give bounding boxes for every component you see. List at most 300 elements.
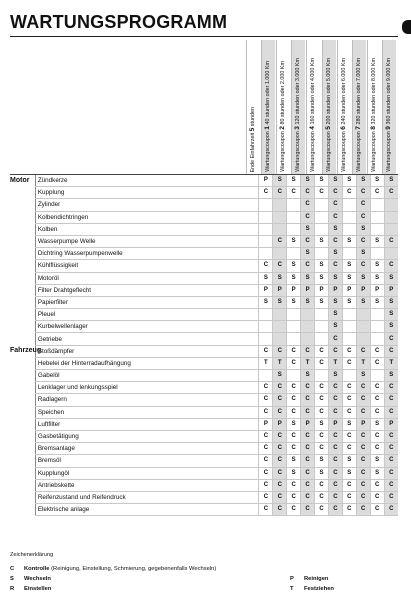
column-header [261,40,275,174]
maintenance-cell: C [370,491,384,503]
maintenance-cell: P [259,418,273,430]
table-row [10,272,398,284]
legend-title: Zeichenerklärung [10,552,54,558]
maintenance-cell: P [273,418,287,430]
maintenance-cell: S [259,272,273,284]
maintenance-cell: C [259,394,273,406]
table-row [10,175,398,187]
column-header [322,40,336,174]
item-label: Kupplungöl [35,467,259,479]
maintenance-cell: S [342,296,356,308]
maintenance-cell [384,211,398,223]
maintenance-cell: S [287,455,301,467]
maintenance-cell: S [315,296,329,308]
maintenance-cell [259,370,273,382]
maintenance-cell: C [259,455,273,467]
maintenance-cell: P [342,284,356,296]
maintenance-cell [370,309,384,321]
group-label: Motor [10,175,35,187]
table-row [10,235,398,247]
maintenance-cell: C [342,443,356,455]
maintenance-cell [273,333,287,345]
item-label: Papierfilter [35,296,259,308]
maintenance-cell: C [328,479,342,491]
maintenance-cell: C [356,345,370,357]
maintenance-cell: C [259,406,273,418]
maintenance-cell: S [328,321,342,333]
maintenance-cell [342,309,356,321]
maintenance-cell: S [315,175,329,187]
maintenance-cell: S [287,296,301,308]
maintenance-cell: C [287,443,301,455]
item-label: Dichtring Wasserpumpenwelle [35,248,259,260]
maintenance-cell: C [342,406,356,418]
table-row [10,223,398,235]
maintenance-cell: C [273,345,287,357]
maintenance-cell: C [356,467,370,479]
maintenance-cell [287,248,301,260]
item-label: Bremsanlage [35,443,259,455]
maintenance-cell: C [384,333,398,345]
maintenance-cell: C [273,430,287,442]
maintenance-cell: S [342,175,356,187]
maintenance-cell: P [273,284,287,296]
item-label: Kupplung [35,187,259,199]
maintenance-cell [315,370,329,382]
maintenance-cell: C [315,394,329,406]
maintenance-cell: S [287,260,301,272]
item-label: Reifenzustand und Reifendruck [35,491,259,503]
maintenance-cell: C [259,467,273,479]
maintenance-cell: C [384,187,398,199]
table-row [10,296,398,308]
maintenance-cell [315,223,329,235]
maintenance-cell: S [370,455,384,467]
maintenance-cell: C [356,430,370,442]
maintenance-cell: S [287,467,301,479]
maintenance-cell: P [301,284,315,296]
table-row [10,333,398,345]
maintenance-cell [342,223,356,235]
maintenance-cell: S [287,418,301,430]
maintenance-cell: C [384,260,398,272]
maintenance-cell: S [342,272,356,284]
item-label: Pleuel [35,309,259,321]
maintenance-cell: S [342,467,356,479]
column-header [352,40,366,174]
maintenance-cell: P [356,284,370,296]
maintenance-cell: S [287,175,301,187]
maintenance-cell [356,321,370,333]
maintenance-cell: C [328,491,342,503]
maintenance-cell: C [342,430,356,442]
maintenance-cell: C [273,187,287,199]
maintenance-cell [356,333,370,345]
maintenance-cell: C [287,394,301,406]
group-label: Fahrzeug [10,347,42,355]
maintenance-cell: S [384,321,398,333]
maintenance-cell: C [370,382,384,394]
maintenance-cell: C [301,199,315,211]
maintenance-cell: S [384,296,398,308]
maintenance-cell: S [273,296,287,308]
maintenance-cell: C [356,187,370,199]
maintenance-cell: S [328,309,342,321]
maintenance-cell [342,370,356,382]
table-row [10,211,398,223]
maintenance-cell [259,321,273,333]
maintenance-cell: S [370,272,384,284]
column-header-label: Ende Einfahrzeit 5 stunden [249,106,256,172]
maintenance-cell: C [301,455,315,467]
column-header-label: Wartungscoupon 8 320 stunden oder 8.000 Km [369,58,377,172]
item-label: Stoßdämpfer [35,345,259,357]
maintenance-cell: C [287,345,301,357]
maintenance-cell: C [356,406,370,418]
maintenance-cell: C [259,430,273,442]
maintenance-cell: S [356,370,370,382]
column-header [276,40,290,174]
maintenance-cell: C [370,504,384,516]
maintenance-cell: C [384,443,398,455]
maintenance-cell: C [273,382,287,394]
maintenance-cell: C [356,455,370,467]
maintenance-cell: C [328,382,342,394]
table-row [10,260,398,272]
maintenance-cell: C [342,504,356,516]
maintenance-cell: C [342,345,356,357]
table-row [10,467,398,479]
table-row [10,382,398,394]
maintenance-cell: C [328,443,342,455]
legend-item-p: P Reinigen [290,576,329,582]
column-header [382,40,396,174]
maintenance-cell: C [273,504,287,516]
maintenance-cell [259,211,273,223]
maintenance-cell [259,235,273,247]
maintenance-cell: P [301,418,315,430]
table-row [10,345,398,357]
maintenance-cell: C [315,382,329,394]
item-label: Kolbendichtringen [35,211,259,223]
maintenance-cell [287,370,301,382]
maintenance-cell: T [301,357,315,369]
title-rule [10,36,398,37]
maintenance-cell: C [301,406,315,418]
maintenance-cell: C [342,382,356,394]
maintenance-cell: C [287,479,301,491]
maintenance-cell: C [273,394,287,406]
item-label: Gabelöl [35,370,259,382]
maintenance-cell: S [328,272,342,284]
table-row [10,443,398,455]
maintenance-cell: C [356,479,370,491]
maintenance-cell: S [287,235,301,247]
maintenance-cell [356,309,370,321]
maintenance-cell [370,248,384,260]
maintenance-cell: C [384,467,398,479]
maintenance-cell [384,223,398,235]
maintenance-cell: C [259,260,273,272]
maintenance-cell: S [342,455,356,467]
maintenance-cell [301,321,315,333]
maintenance-cell: C [273,455,287,467]
maintenance-cell [370,370,384,382]
maintenance-cell: S [301,175,315,187]
maintenance-cell: C [328,235,342,247]
maintenance-cell [384,248,398,260]
table-row [10,357,398,369]
page-tab-marker [402,20,411,34]
table-row [10,406,398,418]
maintenance-cell: S [328,223,342,235]
maintenance-cell: C [315,479,329,491]
maintenance-cell: C [315,504,329,516]
maintenance-cell: C [301,260,315,272]
table-row [10,430,398,442]
maintenance-cell: C [301,467,315,479]
maintenance-cell: C [259,345,273,357]
maintenance-cell [384,199,398,211]
maintenance-cell [370,223,384,235]
item-label: Luftfilter [35,418,259,430]
item-label: Radlagern [35,394,259,406]
maintenance-cell: S [315,455,329,467]
maintenance-cell: P [315,284,329,296]
maintenance-cell: T [328,357,342,369]
maintenance-cell: C [301,235,315,247]
column-header [291,40,305,174]
item-label: Antriebskette [35,479,259,491]
maintenance-cell [273,309,287,321]
maintenance-cell: C [328,406,342,418]
maintenance-cell: C [328,504,342,516]
maintenance-cell: C [273,491,287,503]
item-label: Speichen [35,406,259,418]
maintenance-cell: S [384,309,398,321]
maintenance-cell: C [273,479,287,491]
item-label: Kühlflüssigkeit [35,260,259,272]
maintenance-cell: C [370,394,384,406]
maintenance-cell: C [328,430,342,442]
maintenance-cell [315,321,329,333]
maintenance-cell: C [301,479,315,491]
maintenance-cell: S [370,235,384,247]
column-header-label: Wartungscoupon 6 240 stunden oder 6.000 Km [339,58,347,172]
column-header-area [246,40,397,174]
maintenance-cell: C [384,235,398,247]
table-row [10,284,398,296]
maintenance-cell: C [273,406,287,418]
maintenance-cell: C [273,235,287,247]
maintenance-cell: S [342,260,356,272]
column-header-label: Wartungscoupon 2 80 stunden oder 2.000 Km [279,61,287,172]
maintenance-cell [301,333,315,345]
maintenance-cell: C [356,235,370,247]
maintenance-cell: S [273,175,287,187]
maintenance-cell: S [259,296,273,308]
maintenance-cell: C [301,394,315,406]
maintenance-cell: S [328,175,342,187]
item-label: Gasbetätigung [35,430,259,442]
maintenance-cell: C [356,382,370,394]
maintenance-cell: T [384,357,398,369]
maintenance-cell: S [370,175,384,187]
maintenance-cell: C [259,187,273,199]
maintenance-cell: S [342,418,356,430]
maintenance-cell: T [356,357,370,369]
maintenance-cell: C [384,455,398,467]
maintenance-cell: S [370,467,384,479]
column-header [367,40,381,174]
maintenance-cell: P [370,284,384,296]
maintenance-cell [370,211,384,223]
table-row [10,370,398,382]
maintenance-cell: C [301,430,315,442]
maintenance-cell: C [315,406,329,418]
maintenance-cell: C [301,443,315,455]
maintenance-cell [273,321,287,333]
item-label: Motoröl [35,272,259,284]
column-header-label: Wartungscoupon 3 120 stunden oder 3.000 Km [294,58,302,172]
maintenance-cell: C [328,333,342,345]
maintenance-cell [287,333,301,345]
maintenance-cell [273,211,287,223]
maintenance-cell [259,248,273,260]
column-header-label: Wartungscoupon 5 200 stunden oder 5.000 Km [324,58,332,172]
maintenance-cell: S [328,370,342,382]
legend-item-t: T Festziehen [290,586,334,592]
maintenance-cell: C [356,211,370,223]
maintenance-cell: C [287,187,301,199]
maintenance-cell: P [259,284,273,296]
maintenance-cell: C [328,467,342,479]
maintenance-cell [315,199,329,211]
maintenance-cell: P [328,418,342,430]
column-header [337,40,351,174]
maintenance-cell: C [342,479,356,491]
maintenance-cell [259,199,273,211]
maintenance-cell [342,199,356,211]
table-row [10,491,398,503]
maintenance-table [10,174,398,516]
maintenance-cell: C [273,260,287,272]
maintenance-cell: S [384,272,398,284]
maintenance-cell: C [356,504,370,516]
maintenance-cell: P [356,418,370,430]
maintenance-cell: S [356,272,370,284]
maintenance-cell: P [384,418,398,430]
maintenance-cell: S [342,235,356,247]
maintenance-cell [287,309,301,321]
maintenance-cell [301,309,315,321]
column-header [246,40,260,174]
item-label: Zündkerze [35,175,259,187]
maintenance-cell [273,248,287,260]
maintenance-cell [273,199,287,211]
maintenance-cell: T [259,357,273,369]
maintenance-cell: C [328,345,342,357]
table-row [10,199,398,211]
maintenance-cell: C [315,357,329,369]
maintenance-cell: C [301,491,315,503]
maintenance-cell: C [384,406,398,418]
maintenance-cell: C [259,382,273,394]
maintenance-cell: S [328,296,342,308]
maintenance-cell [287,223,301,235]
table-row [10,455,398,467]
maintenance-cell: C [356,394,370,406]
maintenance-cell: C [356,260,370,272]
maintenance-cell: C [328,394,342,406]
table-row [10,418,398,430]
item-label: Elektrische anlage [35,504,259,516]
maintenance-cell: S [301,248,315,260]
maintenance-cell [273,223,287,235]
table-row [10,479,398,491]
table-row [10,504,398,516]
maintenance-cell: S [370,418,384,430]
column-header-label: Wartungscoupon 7 280 stunden oder 7.000 Km [354,58,362,172]
maintenance-cell: C [287,406,301,418]
maintenance-cell: C [328,211,342,223]
maintenance-cell [315,309,329,321]
table-row [10,394,398,406]
maintenance-cell: C [370,430,384,442]
maintenance-cell: S [356,248,370,260]
item-label: Lenklager und lenkungsspiel [35,382,259,394]
maintenance-cell: C [287,357,301,369]
maintenance-cell: S [301,272,315,284]
maintenance-cell: S [301,296,315,308]
maintenance-cell: C [342,357,356,369]
item-label: Kolben [35,223,259,235]
maintenance-cell: P [259,175,273,187]
maintenance-cell: S [356,223,370,235]
maintenance-cell: S [301,223,315,235]
maintenance-cell: C [301,504,315,516]
legend-item-c: C Kontrolle (Reinigung, Einstellung, Schmierung, gegebenenfalls Wechseln) [10,566,217,572]
maintenance-cell: C [328,199,342,211]
maintenance-cell: C [287,430,301,442]
table-row [10,321,398,333]
maintenance-cell: C [384,479,398,491]
maintenance-cell: C [384,394,398,406]
maintenance-cell [370,199,384,211]
maintenance-cell: C [315,430,329,442]
maintenance-cell: S [315,235,329,247]
maintenance-cell: C [315,443,329,455]
legend-item-r: R Einstellen [10,586,52,592]
maintenance-cell: C [301,211,315,223]
maintenance-cell: S [301,370,315,382]
item-label: Filter Drahtgeflecht [35,284,259,296]
maintenance-cell: P [328,284,342,296]
maintenance-cell: S [273,370,287,382]
maintenance-cell: C [370,406,384,418]
maintenance-cell [287,321,301,333]
maintenance-cell: C [259,504,273,516]
maintenance-cell: C [384,345,398,357]
table-row [10,309,398,321]
maintenance-cell: C [273,467,287,479]
item-label: Bremsöl [35,455,259,467]
maintenance-cell: C [287,491,301,503]
maintenance-cell: C [301,382,315,394]
maintenance-cell: C [356,491,370,503]
maintenance-cell: S [315,272,329,284]
maintenance-cell [342,321,356,333]
